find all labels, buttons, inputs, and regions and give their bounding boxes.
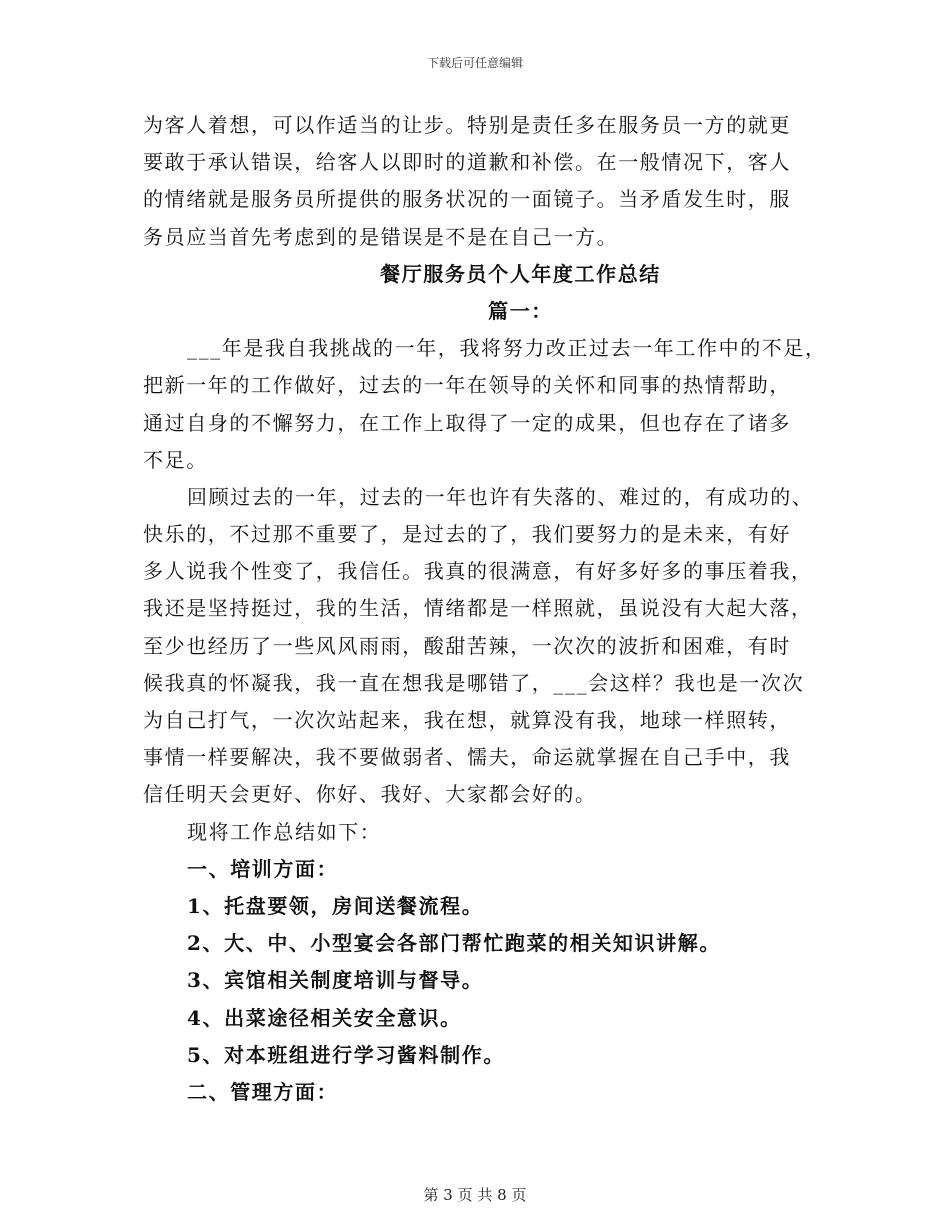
list-item: 1、托盘要领，房间送餐流程。 — [187, 893, 484, 918]
intro-line: 的情绪就是服务员所提供的服务状况的一面镜子。当矛盾发生时，服 — [143, 187, 791, 212]
paragraph-line: 回顾过去的一年，过去的一年也许有失落的、难过的，有成功的、 — [187, 484, 814, 509]
section-subtitle: 篇一： — [488, 298, 553, 323]
list-item: 5、对本班组进行学习酱料制作。 — [187, 1042, 505, 1067]
paragraph-line: 至少也经历了一些风风雨雨，酸甜苦辣，一次次的波折和困难，有时 — [143, 633, 791, 658]
paragraph-line: 多人说我个性变了，我信任。我真的很满意，有好多好多的事压着我， — [143, 559, 813, 584]
paragraph-line: ___年是我自我挑战的一年，我将努力改正过去一年工作中的不足， — [187, 336, 827, 361]
document-body — [143, 107, 827, 1111]
page-footer: 第 3 页 共 8 页 — [423, 1186, 527, 1204]
paragraph-line: 信任明天会更好、你好、我好、大家都会好的。 — [143, 782, 597, 807]
list-item: 4、出菜途径相关安全意识。 — [187, 1005, 462, 1030]
paragraph-line: 不足。 — [143, 447, 208, 472]
paragraph-line: 把新一年的工作做好，过去的一年在领导的关怀和同事的热情帮助， — [143, 373, 791, 398]
paragraph-line: 为自己打气，一次次站起来，我在想，就算没有我，地球一样照转， — [143, 708, 791, 732]
list-item: 2、大、中、小型宴会各部门帮忙跑菜的相关知识讲解。 — [187, 931, 721, 956]
intro-line: 要敢于承认错误，给客人以即时的道歉和补偿。在一般情况下，客人 — [143, 150, 791, 175]
paragraph-line: 快乐的，不过那不重要了，是过去的了，我们要努力的是未来，有好 — [143, 522, 791, 547]
paragraph-line: 事情一样要解决，我不要做弱者、懦夫，命运就掌握在自己手中，我 — [143, 745, 791, 770]
intro-line: 为客人着想，可以作适当的让步。特别是责任多在服务员一方的就更 — [143, 113, 791, 137]
paragraph-line: 现将工作总结如下： — [187, 819, 382, 844]
list-item: 3、宾馆相关制度培训与督导。 — [187, 968, 484, 993]
paragraph-line: 通过自身的不懈努力，在工作上取得了一定的成果，但也存在了诸多 — [143, 410, 791, 435]
section-heading: 一、培训方面： — [187, 856, 339, 881]
document-title: 餐厅服务员个人年度工作总结 — [380, 261, 661, 286]
page-header: 下载后可任意编辑 — [426, 56, 523, 70]
paragraph-line: 我还是坚持挺过，我的生活，情绪都是一样照就，虽说没有大起大落， — [143, 596, 813, 621]
intro-line: 务员应当首先考虑到的是错误是不是在自己一方。 — [143, 224, 619, 249]
paragraph-line: 候我真的怀凝我，我一直在想我是哪错了，___会这样？我也是一次次 — [143, 670, 805, 695]
section-heading: 二、管理方面： — [187, 1079, 339, 1104]
